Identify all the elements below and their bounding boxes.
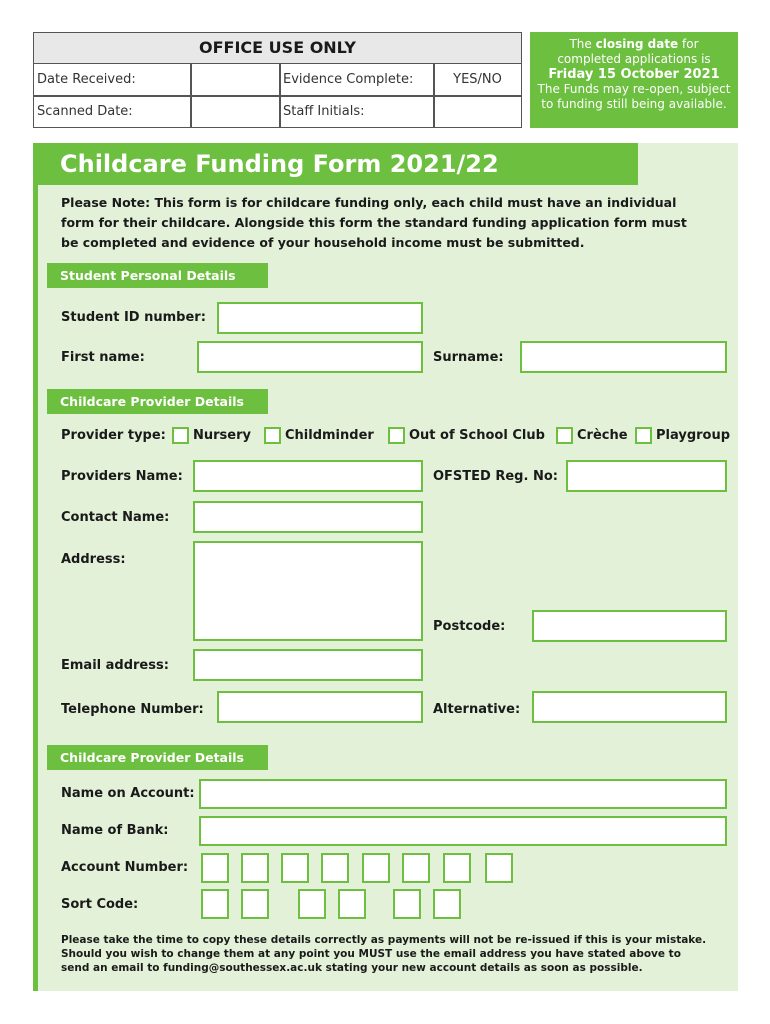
name-of-bank-label: Name of Bank: [61,823,169,838]
panel-edge [33,143,38,991]
section-provider-details: Childcare Provider Details [47,389,268,414]
providers-name-input[interactable] [193,460,423,492]
form-title: Childcare Funding Form 2021/22 [33,143,638,185]
sort-code-digit-box[interactable] [298,889,326,919]
first-name-label: First name: [61,350,145,365]
date-received-label: Date Received: [37,72,136,87]
account-digit-box[interactable] [485,853,513,883]
nursery-checkbox[interactable] [172,427,189,444]
surname-label: Surname: [433,350,504,365]
name-on-account-label: Name on Account: [61,786,195,801]
note-line: Please Note: This form is for childcare funding only, each child must have an individual [61,195,677,210]
closing-text-1a: The [569,37,596,51]
account-digit-box[interactable] [443,853,471,883]
email-input[interactable] [193,649,423,681]
providers-name-label: Providers Name: [61,469,183,484]
account-digit-box[interactable] [402,853,430,883]
telephone-input[interactable] [217,691,423,723]
name-on-account-input[interactable] [199,779,727,809]
contact-name-input[interactable] [193,501,423,533]
note-line: form for their childcare. Alongside this form the standard funding application form must [61,215,687,230]
provider-type-label: Provider type: [61,428,166,443]
footer-note [61,933,731,975]
sort-code-digit-box[interactable] [338,889,366,919]
office-use-heading: OFFICE USE ONLY [34,33,521,64]
postcode-label: Postcode: [433,619,506,634]
creche-checkbox[interactable] [556,427,573,444]
alternative-label: Alternative: [433,702,521,717]
staff-initials-field[interactable] [434,96,521,127]
postcode-input[interactable] [532,610,727,642]
form-note [61,193,721,253]
contact-name-label: Contact Name: [61,510,170,525]
account-digit-box[interactable] [362,853,390,883]
address-input[interactable] [193,541,423,641]
nursery-label: Nursery [193,428,251,443]
playgroup-checkbox[interactable] [635,427,652,444]
footer-line: Should you wish to change them at any point you MUST use the email address you have stated above to [61,948,681,960]
date-received-field[interactable] [191,64,279,95]
playgroup-label: Playgroup [656,428,731,443]
closing-text-4: The Funds may re-open, subject [537,82,731,96]
closing-text-1c: for [678,37,699,51]
closing-date-notice [530,32,738,128]
closing-text-1b: closing date [595,37,679,51]
first-name-input[interactable] [197,341,423,373]
out-of-school-club-checkbox[interactable] [388,427,405,444]
sort-code-digit-box[interactable] [241,889,269,919]
student-id-input[interactable] [217,302,423,334]
footer-line: Please take the time to copy these details correctly as payments will not be re-issued if this is your mistake. [61,934,707,946]
surname-input[interactable] [520,341,727,373]
closing-text-5: to funding still being available. [541,97,727,111]
closing-date: Friday 15 October 2021 [548,67,720,82]
section-bank-details: Childcare Provider Details [47,745,268,770]
alternative-input[interactable] [532,691,727,723]
yes-no-value[interactable]: YES/NO [453,72,502,87]
ofsted-input[interactable] [566,460,727,492]
sort-code-digit-box[interactable] [433,889,461,919]
account-number-label: Account Number: [61,860,189,875]
scanned-date-field[interactable] [191,96,279,127]
footer-line: send an email to funding@southessex.ac.uk stating your new account details as soon as possible. [61,962,643,974]
address-label: Address: [61,552,126,567]
telephone-label: Telephone Number: [61,702,204,717]
ofsted-label: OFSTED Reg. No: [433,469,558,484]
note-line: be completed and evidence of your household income must be submitted. [61,235,585,250]
sort-code-digit-box[interactable] [393,889,421,919]
childminder-label: Childminder [285,428,374,443]
evidence-complete-label: Evidence Complete: [283,72,414,87]
account-digit-box[interactable] [201,853,229,883]
account-digit-box[interactable] [281,853,309,883]
student-id-label: Student ID number: [61,310,206,325]
staff-initials-label: Staff Initials: [283,104,365,119]
scanned-date-label: Scanned Date: [37,104,133,119]
closing-text-2: completed applications is [557,52,711,66]
sort-code-digit-box[interactable] [201,889,229,919]
sort-code-label: Sort Code: [61,897,139,912]
account-digit-box[interactable] [241,853,269,883]
email-label: Email address: [61,658,169,673]
out-of-school-club-label: Out of School Club [409,428,545,443]
childminder-checkbox[interactable] [264,427,281,444]
name-of-bank-input[interactable] [199,816,727,846]
account-digit-box[interactable] [321,853,349,883]
section-student-details: Student Personal Details [47,263,268,288]
creche-label: Crèche [577,428,628,443]
office-use-table [33,32,522,128]
